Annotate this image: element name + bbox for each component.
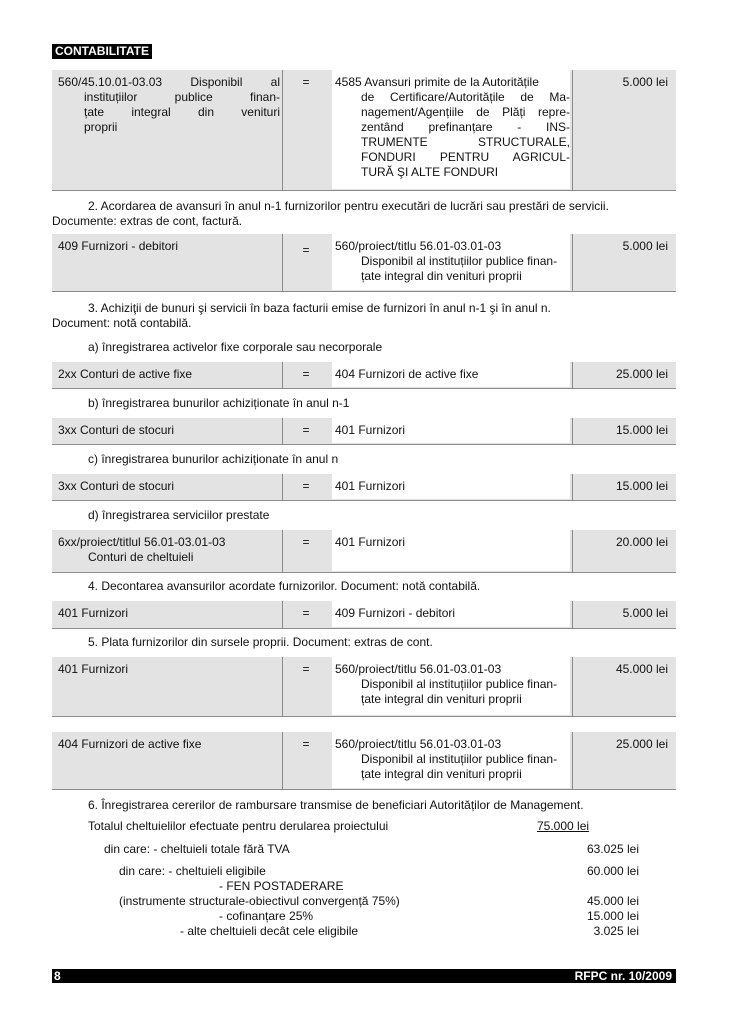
entry-2: [52, 234, 676, 292]
entry-5-debit: 3xx Conturi de stocuri: [58, 479, 175, 493]
summary-l1-label: din care: - cheltuieli totale fără TVA: [104, 842, 290, 856]
entry-2-amount: 5.000 lei: [622, 239, 668, 253]
entry-3-debit: 2xx Conturi de active fixe: [58, 367, 193, 381]
summary-l5-label: - cofinanțare 25%: [219, 909, 314, 923]
entry-6-sign: =: [302, 535, 310, 549]
entry-8-credit: 560/proiect/titlu 56.01-03.01-03 Disponibil al instituțiilor publice finan- țate integral din venituri proprii: [332, 657, 570, 715]
entry-4: [52, 418, 676, 445]
entry-5-sign: =: [302, 479, 310, 493]
section-header: CONTABILITATE: [52, 44, 152, 59]
entry-5-credit: 401 Furnizori: [332, 474, 570, 499]
entry-8-sign: =: [302, 662, 310, 676]
page-number: 8: [54, 969, 61, 983]
paragraph-3b: b) înregistrarea bunurilor achiziționate în anul n-1: [88, 396, 350, 410]
paragraph-3c: c) înregistrarea bunurilor achiziționate în anul n: [88, 452, 339, 466]
entry-4-amount: 15.000 lei: [615, 423, 668, 437]
entry-6: [52, 530, 676, 573]
paragraph-4: 4. Decontarea avansurilor acordate furnizorilor. Document: notă contabilă.: [88, 579, 481, 593]
paragraph-3d: d) înregistrarea serviciilor prestate: [88, 508, 270, 522]
entry-1: [52, 70, 676, 191]
entry-6-debit: 6xx/proiect/titlul 56.01-03.01-03 Conturi de cheltuieli: [58, 535, 226, 564]
entry-3-sign: =: [302, 367, 310, 381]
entry-1-debit: 560/45.10.01-03.03 Disponibil al instituțiilor publice finan- țate integral din venituri proprii: [58, 75, 280, 134]
entry-3-credit: 404 Furnizori de active fixe: [332, 362, 570, 387]
entry-9-sign: =: [302, 737, 310, 751]
entry-9-debit: 404 Furnizori de active fixe: [58, 737, 202, 751]
entry-9-amount: 25.000 lei: [615, 737, 668, 751]
summary-l4-value: 45.000 lei: [586, 894, 639, 908]
entry-7-amount: 5.000 lei: [622, 606, 668, 620]
entry-3: [52, 362, 676, 389]
entry-8-debit: 401 Furnizori: [58, 662, 129, 676]
entry-5-amount: 15.000 lei: [615, 479, 668, 493]
entry-4-credit: 401 Furnizori: [332, 418, 570, 443]
paragraph-3-docs: Document: notă contabilă.: [52, 316, 192, 330]
entry-2-credit: 560/proiect/titlu 56.01-03.01-03 Disponibil al instituțiilor publice finan- țate integral din venituri proprii: [332, 234, 570, 290]
entry-2-debit: 409 Furnizori - debitori: [58, 239, 179, 253]
entry-1-amount: 5.000 lei: [622, 75, 668, 89]
summary-l2-value: 60.000 lei: [586, 864, 639, 878]
entry-2-sign: =: [302, 243, 310, 257]
entry-1-sign: =: [302, 75, 310, 89]
paragraph-2-docs: Documente: extras de cont, factură.: [52, 214, 243, 228]
paragraph-2: 2. Acordarea de avansuri în anul n-1 furnizorilor pentru executări de lucrări sau prestări de servicii.: [88, 199, 609, 213]
summary-total-label: Totalul cheltuielilor efectuate pentru derularea proiectului: [88, 819, 389, 833]
paragraph-3: 3. Achiziţii de bunuri şi servicii în baza facturii emise de furnizori în anul n-1 şi în anul n.: [88, 301, 551, 315]
entry-8: [52, 657, 676, 717]
entry-7: [52, 601, 676, 629]
entry-9-credit: 560/proiect/titlu 56.01-03.01-03 Disponibil al instituțiilor publice finan- țate integral din venituri proprii: [332, 732, 570, 788]
page-footer: [52, 969, 676, 983]
summary-l1-value: 63.025 lei: [586, 842, 639, 856]
journal-issue: RFPC nr. 10/2009: [574, 969, 672, 983]
entry-7-debit: 401 Furnizori: [58, 606, 129, 620]
paragraph-5: 5. Plata furnizorilor din sursele proprii. Document: extras de cont.: [88, 635, 433, 649]
entry-4-sign: =: [302, 423, 310, 437]
entry-1-credit: 4585 Avansuri primite de la Autoritățile de Certificare/Autoritățile de Ma- nagement/Agențiile de Plăți repre- zentând prefinanțare - INS- TRUMENTE STRUCTURALE, FONDURI PENTRU AGRICUL- TURĂ ŞI ALTE FONDURI: [332, 70, 570, 189]
entry-3-amount: 25.000 lei: [615, 367, 668, 381]
summary-l3-label: - FEN POSTADERARE: [219, 879, 344, 893]
entry-5: [52, 474, 676, 501]
paragraph-6: 6. Înregistrarea cererilor de rambursare transmise de beneficiari Autorităților de Management.: [88, 798, 584, 812]
summary-l6-label: - alte cheltuieli decât cele eligibile: [180, 924, 359, 938]
summary-l4-label: (instrumente structurale-obiectivul convergență 75%): [119, 894, 400, 908]
entry-7-credit: 409 Furnizori - debitori: [332, 601, 570, 627]
paragraph-3a: a) înregistrarea activelor fixe corporale sau necorporale: [88, 340, 383, 354]
summary-l6-value: 3.025 lei: [593, 924, 639, 938]
summary-l5-value: 15.000 lei: [586, 909, 639, 923]
entry-6-amount: 20.000 lei: [615, 535, 668, 549]
summary-total-value: 75.000 lei: [537, 819, 590, 833]
entry-4-debit: 3xx Conturi de stocuri: [58, 423, 175, 437]
entry-8-amount: 45.000 lei: [615, 662, 668, 676]
entry-6-credit: 401 Furnizori: [332, 530, 570, 571]
entry-9: [52, 732, 676, 790]
entry-7-sign: =: [302, 606, 310, 620]
summary-l2-label: din care: - cheltuieli eligibile: [119, 864, 266, 878]
